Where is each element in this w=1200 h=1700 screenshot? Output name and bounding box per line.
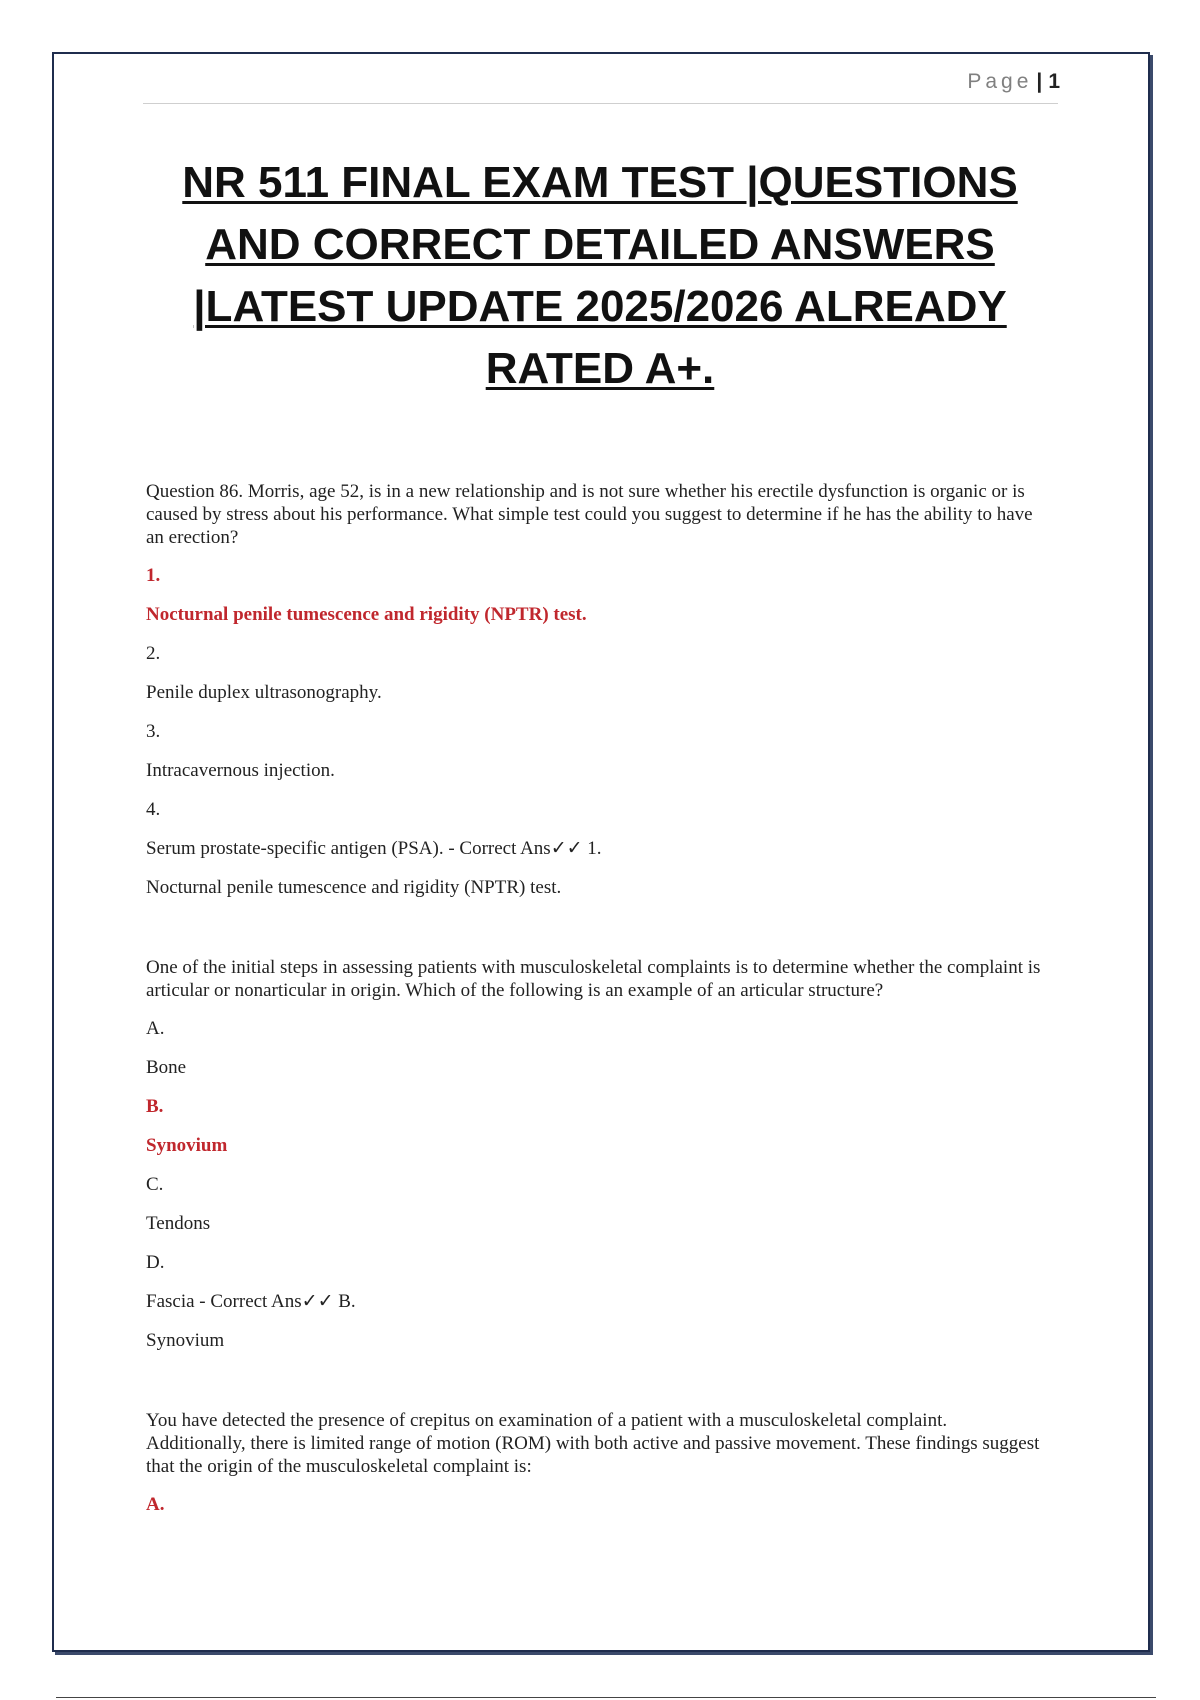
answer-line: 3. xyxy=(146,721,161,742)
question-text: One of the initial steps in assessing patients with musculoskeletal complaints is to determine whether the complaint is articular or nonarticular in origin. Which of the following is an example of an articular structure? xyxy=(146,957,1041,1001)
correct-answer-line: 1. xyxy=(146,565,161,586)
answer-line: D. xyxy=(146,1252,165,1273)
page-number-value: 1 xyxy=(1048,70,1060,93)
correct-answer-line: B. xyxy=(146,1096,164,1117)
answer-line: A. xyxy=(146,1018,165,1039)
question-block xyxy=(146,1409,1046,1516)
answer-line: Tendons xyxy=(146,1213,211,1234)
question-text: You have detected the presence of crepitus on examination of a patient with a musculoskeletal complaint. Additionally, there is limited range of motion (ROM) with both active and passive movement. These findings suggest that the origin of the musculoskeletal complaint is: xyxy=(146,1410,1040,1477)
page-number xyxy=(967,70,1060,94)
questions-container xyxy=(146,480,1046,1533)
answer-line: Penile duplex ultrasonography. xyxy=(146,682,382,703)
answer-line: Bone xyxy=(146,1057,187,1078)
answer-line: Serum prostate-specific antigen (PSA). - Correct Ans✓✓ 1. xyxy=(146,838,602,859)
document-title: NR 511 FINAL EXAM TEST |QUESTIONS AND CORRECT DETAILED ANSWERS |LATEST UPDATE 2025/2026 ALREADY RATED A+. xyxy=(182,158,1018,393)
question-block xyxy=(146,956,1046,1352)
question-block xyxy=(146,480,1046,899)
question-spacer xyxy=(146,916,1046,956)
answer-line: 2. xyxy=(146,643,161,664)
correct-answer-line: Synovium xyxy=(146,1135,228,1156)
correct-answer-line: A. xyxy=(146,1494,165,1515)
answer-line: 4. xyxy=(146,799,161,820)
answer-line: C. xyxy=(146,1174,164,1195)
correct-answer-line: Nocturnal penile tumescence and rigidity (NPTR) test. xyxy=(146,604,587,625)
page-separator: | xyxy=(1036,70,1043,93)
question-text: Question 86. Morris, age 52, is in a new relationship and is not sure whether his erectile dysfunction is organic or is caused by stress about his performance. What simple test could you suggest to determine if he has the ability to have an erection? xyxy=(146,481,1033,548)
answer-line: Synovium xyxy=(146,1330,225,1351)
answer-line: Nocturnal penile tumescence and rigidity (NPTR) test. xyxy=(146,877,562,898)
answer-line: Intracavernous injection. xyxy=(146,760,335,781)
answer-line: Fascia - Correct Ans✓✓ B. xyxy=(146,1291,356,1312)
header-divider xyxy=(143,103,1058,104)
bottom-divider xyxy=(56,1697,1156,1698)
page-label: Page xyxy=(967,70,1033,93)
question-spacer xyxy=(146,1369,1046,1409)
